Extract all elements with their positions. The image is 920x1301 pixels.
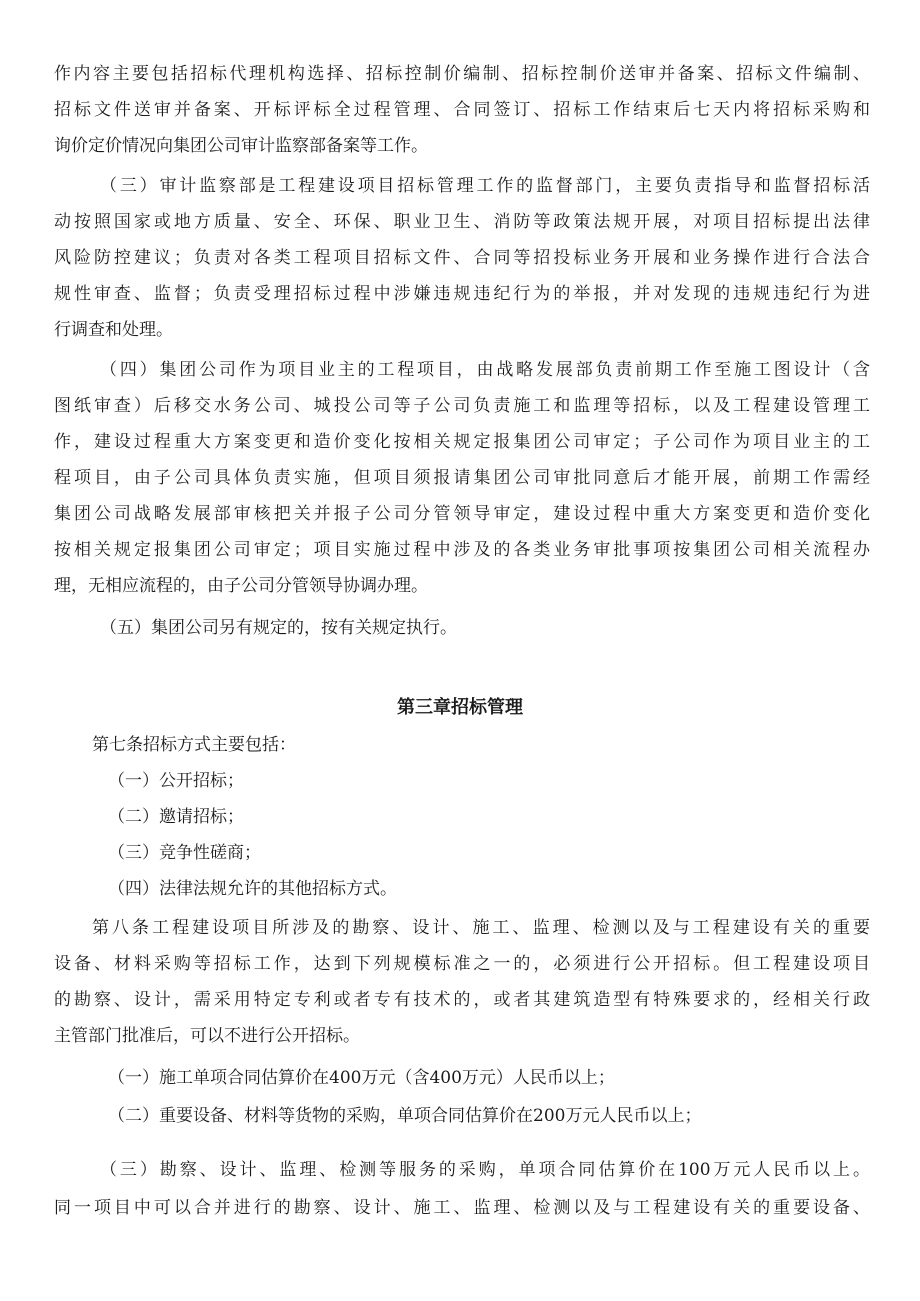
- text-line: 程项目，由子公司具体负责实施，但项目须报请集团公司审批同意后才能开展，前期工作需经: [54, 468, 870, 488]
- text-line: 作，建设过程重大方案变更和造价变化按相关规定报集团公司审定；子公司作为项目业主的工: [54, 432, 870, 452]
- text-line: 动按照国家或地方质量、安全、环保、职业卫生、消防等政策法规开展，对项目招标提出法律: [54, 212, 870, 232]
- text-line: 第八条工程建设项目所涉及的勘察、设计、施工、监理、检测以及与工程建设有关的重要: [92, 918, 870, 938]
- text-line: 作内容主要包括招标代理机构选择、招标控制价编制、招标控制价送审并备案、招标文件编制、: [54, 64, 870, 84]
- list-item: （二）重要设备、材料等货物的采购，单项合同估算价在200万元人民币以上；: [108, 1106, 702, 1126]
- text-line: 询价定价情况向集团公司审计监察部备案等工作。: [54, 136, 428, 156]
- text-line: （五）集团公司另有规定的，按有关规定执行。: [100, 618, 457, 638]
- list-item: （二）邀请招标；: [108, 807, 244, 827]
- list-item: （一）公开招标；: [108, 771, 244, 791]
- text-line: 的勘察、设计，需采用特定专利或者专有技术的，或者其建筑造型有特殊要求的，经相关行政: [54, 990, 870, 1010]
- article-intro: 第七条招标方式主要包括：: [92, 735, 296, 755]
- list-item: （四）法律法规允许的其他招标方式。: [108, 879, 397, 899]
- text-line: （四）集团公司作为项目业主的工程项目，由战略发展部负责前期工作至施工图设计（含: [100, 360, 870, 380]
- text-line: 主管部门批准后，可以不进行公开招标。: [54, 1026, 360, 1046]
- text-line: 按相关规定报集团公司审定；项目实施过程中涉及的各类业务审批事项按集团公司相关流程办: [54, 540, 870, 560]
- text-line: 规性审查、监督；负责受理招标过程中涉嫌违规违纪行为的举报，并对发现的违规违纪行为进: [54, 284, 870, 304]
- text-line: 设备、材料采购等招标工作，达到下列规模标准之一的，必须进行公开招标。但工程建设项目: [54, 954, 870, 974]
- list-item: （一）施工单项合同估算价在400万元（含400万元）人民币以上；: [108, 1068, 615, 1088]
- text-line: （三）审计监察部是工程建设项目招标管理工作的监督部门，主要负责指导和监督招标活: [100, 176, 870, 196]
- text-line: 行调查和处理。: [54, 320, 173, 340]
- text-line: 招标文件送审并备案、开标评标全过程管理、合同签订、招标工作结束后七天内将招标采购和: [54, 100, 870, 120]
- text-line: 同一项目中可以合并进行的勘察、设计、施工、监理、检测以及与工程建设有关的重要设备、: [54, 1198, 870, 1218]
- text-line: 集团公司战略发展部审核把关并报子公司分管领导审定，建设过程中重大方案变更和造价变化: [54, 504, 870, 524]
- chapter-title: 第三章招标管理: [397, 697, 523, 718]
- text-line: 风险防控建议；负责对各类工程项目招标文件、合同等招投标业务开展和业务操作进行合法合: [54, 248, 870, 268]
- text-line: 理，无相应流程的，由子公司分管领导协调办理。: [54, 576, 428, 596]
- text-line: 图纸审查）后移交水务公司、城投公司等子公司负责施工和监理等招标，以及工程建设管理工: [54, 396, 870, 416]
- list-item: （三）竞争性磋商；: [108, 843, 261, 863]
- text-line: （三）勘察、设计、监理、检测等服务的采购，单项合同估算价在100万元人民币以上。: [100, 1160, 870, 1180]
